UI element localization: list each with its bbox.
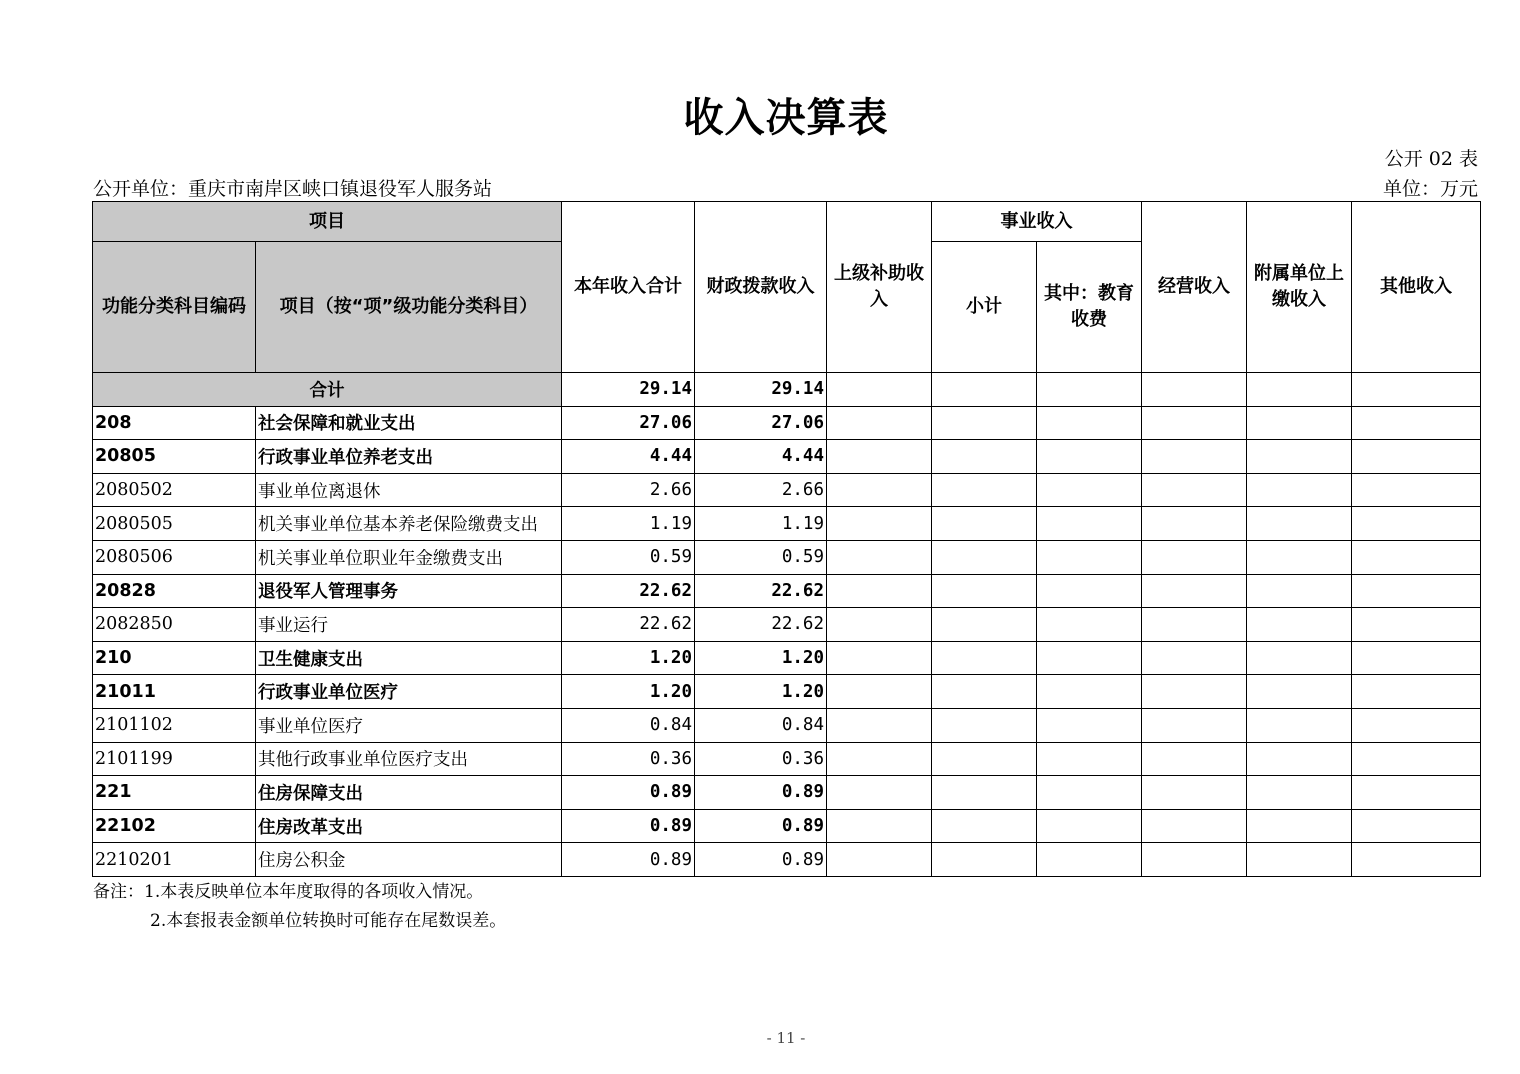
code-cell: 2082850 [93, 608, 256, 642]
total-income-cell: 27.06 [562, 406, 695, 440]
fiscal-income-cell: 1.20 [695, 641, 827, 675]
empty-cell [1037, 608, 1142, 642]
empty-cell [1037, 641, 1142, 675]
subject-name-cell: 卫生健康支出 [256, 641, 562, 675]
header-fiscal: 财政拨款收入 [695, 202, 827, 373]
income-table [92, 201, 1481, 877]
empty-cell [932, 608, 1037, 642]
empty-cell [1037, 776, 1142, 810]
empty-cell [1247, 574, 1352, 608]
empty-cell [827, 440, 932, 474]
subject-name-cell: 机关事业单位基本养老保险缴费支出 [256, 507, 562, 541]
fiscal-income-cell: 27.06 [695, 406, 827, 440]
subject-name-cell: 住房公积金 [256, 843, 562, 877]
table-row [93, 675, 1481, 709]
code-cell: 2080502 [93, 473, 256, 507]
empty-cell [1352, 641, 1481, 675]
total-income-cell: 1.20 [562, 641, 695, 675]
empty-cell [827, 776, 932, 810]
empty-cell [1142, 473, 1247, 507]
code-cell: 221 [93, 776, 256, 810]
subject-name-cell: 住房改革支出 [256, 809, 562, 843]
empty-cell [1352, 608, 1481, 642]
empty-cell [932, 809, 1037, 843]
empty-cell [1352, 742, 1481, 776]
fiscal-income-cell: 0.89 [695, 843, 827, 877]
empty-cell [1352, 440, 1481, 474]
currency-unit: 单位：万元 [1382, 178, 1478, 200]
table-row [93, 641, 1481, 675]
fiscal-income-cell: 2.66 [695, 473, 827, 507]
empty-cell [932, 540, 1037, 574]
code-cell: 2080505 [93, 507, 256, 541]
empty-cell [1142, 507, 1247, 541]
empty-cell [1247, 708, 1352, 742]
empty-cell [1142, 742, 1247, 776]
subject-name-cell: 其他行政事业单位医疗支出 [256, 742, 562, 776]
total-income-cell: 22.62 [562, 608, 695, 642]
empty-cell [1037, 675, 1142, 709]
table-row [93, 406, 1481, 440]
empty-cell [1037, 574, 1142, 608]
empty-cell [1037, 507, 1142, 541]
fiscal-income-cell: 4.44 [695, 440, 827, 474]
empty-cell [932, 473, 1037, 507]
form-number: 公开 02 表 [1384, 148, 1478, 170]
empty-cell [827, 742, 932, 776]
subject-name-cell: 住房保障支出 [256, 776, 562, 810]
total-income-cell: 0.89 [562, 809, 695, 843]
fiscal-income-cell: 22.62 [695, 608, 827, 642]
total-income-cell: 0.84 [562, 708, 695, 742]
empty-cell [1247, 675, 1352, 709]
table-row [93, 742, 1481, 776]
empty-cell [1352, 776, 1481, 810]
subject-name-cell: 退役军人管理事务 [256, 574, 562, 608]
empty-cell [1037, 708, 1142, 742]
total-income-value: 29.14 [562, 373, 695, 407]
code-cell: 20805 [93, 440, 256, 474]
empty-cell [932, 776, 1037, 810]
total-income-cell: 0.59 [562, 540, 695, 574]
header-affiliated: 附属单位上缴收入 [1247, 202, 1352, 373]
note-2: 2.本套报表金额单位转换时可能存在尾数误差。 [150, 911, 507, 931]
fiscal-income-cell: 22.62 [695, 574, 827, 608]
empty-cell [827, 473, 932, 507]
total-label: 合计 [93, 373, 562, 407]
header-operating: 经营收入 [1142, 202, 1247, 373]
empty-cell [932, 574, 1037, 608]
fiscal-income-cell: 0.84 [695, 708, 827, 742]
empty-cell [1247, 641, 1352, 675]
empty-cell [827, 675, 932, 709]
empty-cell [1142, 708, 1247, 742]
fiscal-income-cell: 1.19 [695, 507, 827, 541]
code-cell: 20828 [93, 574, 256, 608]
code-cell: 2080506 [93, 540, 256, 574]
empty-cell [1352, 574, 1481, 608]
notes [93, 878, 506, 936]
table-row [93, 809, 1481, 843]
code-cell: 22102 [93, 809, 256, 843]
header-edu-fee: 其中：教育收费 [1037, 242, 1142, 373]
empty-cell [1037, 843, 1142, 877]
empty-cell [1142, 809, 1247, 843]
empty-cell [932, 742, 1037, 776]
code-cell: 210 [93, 641, 256, 675]
code-cell: 21011 [93, 675, 256, 709]
empty-cell [827, 540, 932, 574]
empty-cell [932, 708, 1037, 742]
header-superior: 上级补助收入 [827, 202, 932, 373]
table-row [93, 776, 1481, 810]
empty-cell [1247, 742, 1352, 776]
table-row [93, 507, 1481, 541]
empty-cell [827, 641, 932, 675]
total-income-cell: 1.20 [562, 675, 695, 709]
empty-cell [1247, 809, 1352, 843]
empty-cell [1352, 507, 1481, 541]
total-income-cell: 1.19 [562, 507, 695, 541]
total-row [93, 373, 1481, 407]
table-row [93, 473, 1481, 507]
subject-name-cell: 事业单位医疗 [256, 708, 562, 742]
subject-name-cell: 事业单位离退休 [256, 473, 562, 507]
header-total-income: 本年收入合计 [562, 202, 695, 373]
total-income-cell: 0.36 [562, 742, 695, 776]
empty-cell [827, 809, 932, 843]
header-name: 项目（按“项”级功能分类科目） [256, 242, 562, 373]
fiscal-income-cell: 0.59 [695, 540, 827, 574]
table-row [93, 440, 1481, 474]
empty-cell [827, 507, 932, 541]
fiscal-income-cell: 1.20 [695, 675, 827, 709]
empty-cell [1142, 843, 1247, 877]
fiscal-income-cell: 0.36 [695, 742, 827, 776]
empty-cell [932, 507, 1037, 541]
code-cell: 2101199 [93, 742, 256, 776]
page-number: - 11 - [766, 1029, 806, 1047]
empty-cell [1142, 776, 1247, 810]
empty-cell [1142, 608, 1247, 642]
empty-cell [1247, 440, 1352, 474]
empty-cell [827, 608, 932, 642]
empty-cell [1142, 540, 1247, 574]
empty-cell [827, 843, 932, 877]
empty-cell [1247, 843, 1352, 877]
subject-name-cell: 社会保障和就业支出 [256, 406, 562, 440]
empty-cell [1247, 473, 1352, 507]
header-code: 功能分类科目编码 [93, 242, 256, 373]
reporting-unit: 公开单位：重庆市南岸区峡口镇退役军人服务站 [93, 178, 493, 200]
empty-cell [932, 406, 1037, 440]
empty-cell [1142, 406, 1247, 440]
table-row [93, 843, 1481, 877]
empty-cell [827, 708, 932, 742]
empty-cell [1352, 473, 1481, 507]
empty-cell [1037, 809, 1142, 843]
subject-name-cell: 机关事业单位职业年金缴费支出 [256, 540, 562, 574]
empty-cell [1247, 406, 1352, 440]
total-income-cell: 0.89 [562, 776, 695, 810]
total-income-cell: 2.66 [562, 473, 695, 507]
empty-cell [1142, 675, 1247, 709]
empty-cell [932, 440, 1037, 474]
empty-cell [1352, 708, 1481, 742]
table-row [93, 708, 1481, 742]
subject-name-cell: 行政事业单位医疗 [256, 675, 562, 709]
empty-cell [1037, 406, 1142, 440]
table-row [93, 608, 1481, 642]
empty-cell [1247, 608, 1352, 642]
table-row [93, 574, 1481, 608]
total-income-cell: 22.62 [562, 574, 695, 608]
empty-cell [932, 843, 1037, 877]
total-income-cell: 4.44 [562, 440, 695, 474]
empty-cell [1247, 776, 1352, 810]
total-fiscal-value: 29.14 [695, 373, 827, 407]
header-subtotal: 小计 [932, 242, 1037, 373]
empty-cell [1247, 540, 1352, 574]
total-income-cell: 0.89 [562, 843, 695, 877]
empty-cell [1352, 406, 1481, 440]
empty-cell [932, 675, 1037, 709]
empty-cell [1142, 440, 1247, 474]
table-row [93, 540, 1481, 574]
code-cell: 2101102 [93, 708, 256, 742]
code-cell: 208 [93, 406, 256, 440]
empty-cell [1247, 507, 1352, 541]
empty-cell [1352, 540, 1481, 574]
empty-cell [1037, 742, 1142, 776]
empty-cell [1352, 675, 1481, 709]
code-cell: 2210201 [93, 843, 256, 877]
header-business-income: 事业收入 [932, 202, 1142, 242]
empty-cell [1142, 574, 1247, 608]
empty-cell [827, 406, 932, 440]
empty-cell [1037, 540, 1142, 574]
empty-cell [827, 574, 932, 608]
header-project: 项目 [93, 202, 562, 242]
empty-cell [1037, 440, 1142, 474]
empty-cell [1352, 809, 1481, 843]
empty-cell [932, 641, 1037, 675]
page-title: 收入决算表 [683, 95, 889, 141]
empty-cell [1037, 473, 1142, 507]
subject-name-cell: 行政事业单位养老支出 [256, 440, 562, 474]
fiscal-income-cell: 0.89 [695, 809, 827, 843]
note-1: 备注：1.本表反映单位本年度取得的各项收入情况。 [93, 882, 484, 902]
empty-cell [1142, 641, 1247, 675]
header-other: 其他收入 [1352, 202, 1481, 373]
empty-cell [1352, 843, 1481, 877]
subject-name-cell: 事业运行 [256, 608, 562, 642]
fiscal-income-cell: 0.89 [695, 776, 827, 810]
